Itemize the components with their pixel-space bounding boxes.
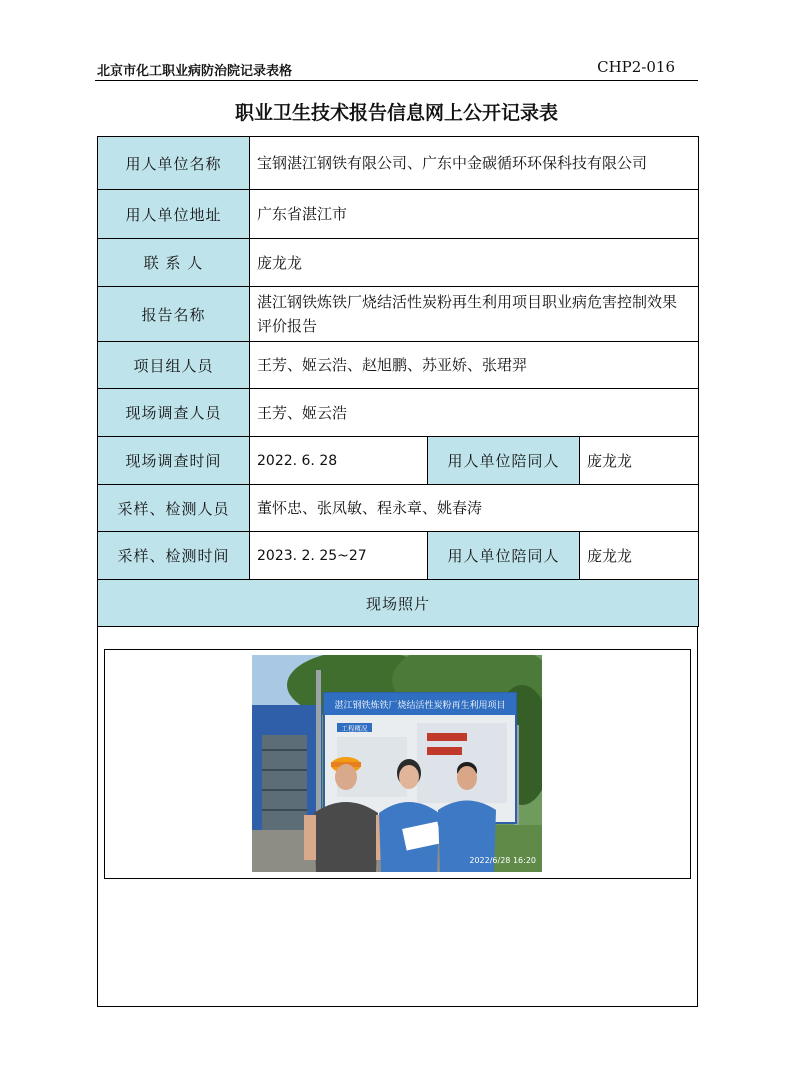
site-investigation-time-value: 2022. 6. 28 bbox=[250, 437, 428, 485]
photo-board-heading: 工程概况 bbox=[341, 724, 368, 733]
table-row bbox=[98, 437, 699, 485]
form-organization: 北京市化工职业病防治院记录表格 bbox=[97, 64, 293, 79]
table-row bbox=[98, 389, 699, 437]
site-photo bbox=[252, 655, 542, 872]
photo-sign-title: 湛江钢铁炼铁厂烧结活性炭粉再生利用项目 bbox=[334, 701, 506, 711]
site-photo-header: 现场照片 bbox=[98, 580, 699, 627]
table-row bbox=[98, 190, 699, 239]
form-code: CHP2-016 bbox=[597, 58, 675, 76]
report-name-value: 湛江钢铁炼铁厂烧结活性炭粉再生利用项目职业病危害控制效果评价报告 bbox=[250, 287, 699, 342]
photo-frame bbox=[104, 649, 691, 879]
project-members-label: 项目组人员 bbox=[98, 342, 250, 389]
site-investigators-label: 现场调查人员 bbox=[98, 389, 250, 437]
site-investigation-time-label: 现场调查时间 bbox=[98, 437, 250, 485]
report-name-label: 报告名称 bbox=[98, 287, 250, 342]
table-row bbox=[98, 342, 699, 389]
record-table bbox=[97, 136, 699, 627]
project-members-value: 王芳、姬云浩、赵旭鹏、苏亚娇、张珺羿 bbox=[250, 342, 699, 389]
sampling-escort-label: 用人单位陪同人 bbox=[428, 532, 580, 580]
contact-value: 庞龙龙 bbox=[250, 239, 699, 287]
sampling-time-label: 采样、检测时间 bbox=[98, 532, 250, 580]
employer-name-value: 宝钢湛江钢铁有限公司、广东中金碳循环环保科技有限公司 bbox=[250, 137, 699, 190]
employer-name-label: 用人单位名称 bbox=[98, 137, 250, 190]
table-row bbox=[98, 485, 699, 532]
photo-section bbox=[97, 626, 698, 1007]
sampling-escort-value: 庞龙龙 bbox=[580, 532, 699, 580]
site-investigators-value: 王芳、姬云浩 bbox=[250, 389, 699, 437]
employer-address-value: 广东省湛江市 bbox=[250, 190, 699, 239]
table-row bbox=[98, 580, 699, 627]
table-row bbox=[98, 532, 699, 580]
sampling-staff-label: 采样、检测人员 bbox=[98, 485, 250, 532]
table-row bbox=[98, 239, 699, 287]
table-row bbox=[98, 287, 699, 342]
sampling-time-value: 2023. 2. 25~27 bbox=[250, 532, 428, 580]
header-divider bbox=[95, 80, 698, 81]
employer-address-label: 用人单位地址 bbox=[98, 190, 250, 239]
site-escort-label: 用人单位陪同人 bbox=[428, 437, 580, 485]
site-escort-value: 庞龙龙 bbox=[580, 437, 699, 485]
contact-label: 联 系 人 bbox=[98, 239, 250, 287]
table-row bbox=[98, 137, 699, 190]
photo-timestamp: 2022/6/28 16:20 bbox=[469, 856, 536, 865]
sampling-staff-value: 董怀忠、张凤敏、程永章、姚春涛 bbox=[250, 485, 699, 532]
page-title: 职业卫生技术报告信息网上公开记录表 bbox=[234, 102, 558, 124]
